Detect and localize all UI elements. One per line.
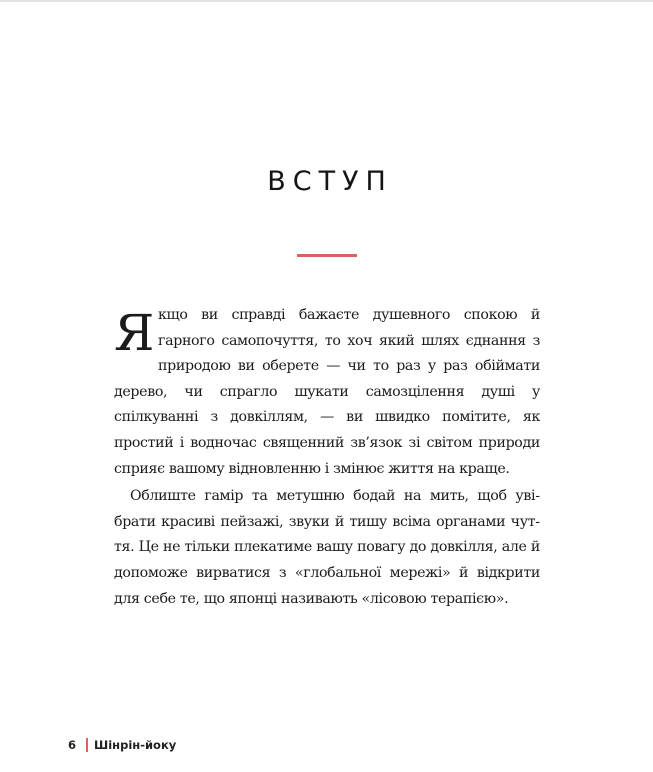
chapter-title: ВСТУП xyxy=(267,166,393,197)
page-number: 6 xyxy=(68,738,77,752)
body-text xyxy=(114,303,540,612)
running-title: Шінрін-йоку xyxy=(94,738,177,752)
footer-separator xyxy=(86,738,88,752)
paragraph-1 xyxy=(114,303,540,482)
drop-cap: Я xyxy=(114,304,155,362)
page-footer xyxy=(68,738,176,752)
paragraph-1-text: кщо ви справді бажаєте душевного спокою й гарного самопочуття, то хоч який шлях єднання з природою ви оберете — чи то раз у раз обіймати дерево, чи спрагло шукати самозцілення душі у спілкуванні з довкіллям, — ви швидко помітите, як простий і водночас священний зв’язок зі світом природи сприяє вашому відновленню і змінює життя на краще. xyxy=(114,307,540,477)
title-accent-rule xyxy=(297,254,357,257)
paragraph-2: Облиште гамір та метушню бодай на мить, щоб увібрати красиві пейзажі, звуки й тишу всіма органами чуття. Це не тільки плекатиме вашу повагу до довкілля, але й допоможе вирватися з «глобальної мережі» й відкрити для себе те, що японці називають «лісовою терапією». xyxy=(114,488,540,607)
top-border xyxy=(0,0,653,2)
